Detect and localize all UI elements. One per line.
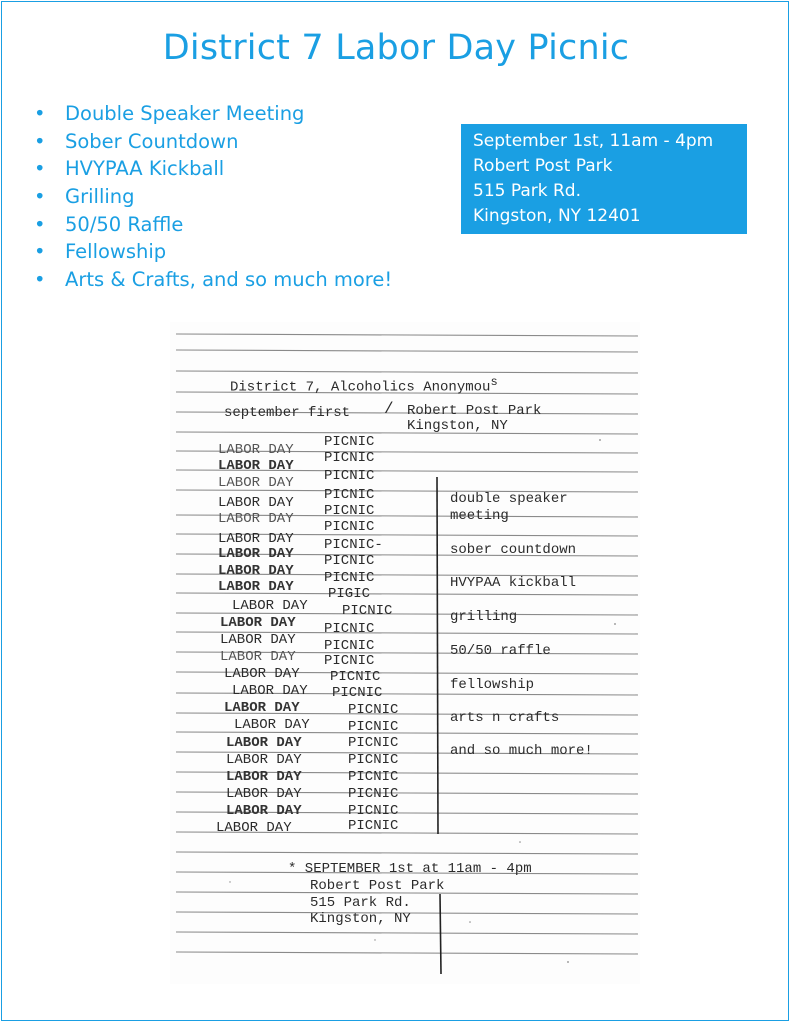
repeat-labor-day: LABOR DAY (234, 717, 310, 733)
event-date-time: September 1st, 11am - 4pm (473, 131, 714, 151)
page-title: District 7 Labor Day Picnic (162, 28, 630, 68)
bullet-icon: • (34, 129, 46, 153)
repeat-picnic: PICNIC (324, 621, 375, 637)
repeat-picnic: PICNIC (332, 685, 383, 701)
bullet-icon: • (34, 185, 46, 209)
repeat-labor-day: LABOR DAY (226, 769, 302, 785)
repeat-labor-day: LABOR DAY (232, 598, 308, 614)
repeat-labor-day: LABOR DAY (218, 475, 294, 491)
flyer-activity: arts n crafts (450, 710, 560, 726)
flyer-town: Kingston, NY (407, 418, 508, 434)
event-city: Kingston, NY 12401 (473, 206, 641, 226)
repeat-labor-day: LABOR DAY (218, 531, 294, 547)
repeat-picnic: PICNIC (330, 669, 381, 685)
flyer-activity: meeting (450, 508, 509, 524)
repeat-labor-day: LABOR DAY (220, 649, 296, 665)
flyer-date: september first (224, 405, 351, 421)
flyer-footer-line: Robert Post Park (310, 878, 445, 894)
repeat-labor-day: LABOR DAY (218, 458, 294, 474)
repeat-picnic: PICNIC (348, 769, 399, 785)
repeat-labor-day: LABOR DAY (224, 700, 300, 716)
repeat-labor-day: LABOR DAY (232, 683, 308, 699)
repeat-picnic: PICNIC (324, 487, 375, 503)
repeat-picnic: PICNIC- (324, 537, 383, 553)
flyer-place: Robert Post Park (407, 403, 542, 419)
repeat-picnic: PICNIC (348, 803, 399, 819)
repeat-labor-day: LABOR DAY (224, 666, 300, 682)
repeat-labor-day: LABOR DAY (226, 803, 302, 819)
event-street: 515 Park Rd. (473, 181, 582, 201)
activity-list (34, 100, 392, 294)
bullet-icon: • (34, 212, 46, 236)
flyer-slash: / (384, 400, 394, 418)
repeat-picnic: PICNIC (348, 702, 399, 718)
bullet-icon: • (34, 268, 46, 292)
flyer-activity: grilling (450, 609, 518, 625)
bullet-icon: • (34, 157, 46, 181)
repeat-labor-day: LABOR DAY (216, 820, 292, 836)
repeat-picnic: PICNIC (324, 434, 375, 450)
repeat-picnic: PICNIC (324, 519, 375, 535)
repeat-picnic: PICNIC (348, 719, 399, 735)
repeat-picnic: PICNIC (342, 603, 393, 619)
repeat-labor-day: LABOR DAY (226, 752, 302, 768)
bullet-icon: • (34, 102, 46, 125)
flyer-activity: 50/50 raffle (450, 643, 551, 659)
repeat-picnic: PICNIC (348, 818, 399, 834)
bullet-icon: • (34, 240, 46, 264)
repeat-picnic: PICNIC (324, 503, 375, 519)
repeat-labor-day: LABOR DAY (226, 786, 302, 802)
repeat-picnic: PICNIC (324, 638, 375, 654)
repeat-picnic: PICNIC (324, 468, 375, 484)
repeat-picnic: PICNIC (324, 653, 375, 669)
repeat-picnic: PICNIC (324, 450, 375, 466)
repeat-picnic: PICNIC (324, 570, 375, 586)
list-item: • HVYPAA Kickball (34, 155, 392, 183)
repeat-picnic: PIGIC (328, 586, 371, 602)
repeat-labor-day: LABOR DAY (220, 632, 296, 648)
repeat-picnic: PICNIC (348, 752, 399, 768)
repeat-picnic: PICNIC (348, 735, 399, 751)
list-item: • Arts & Crafts, and so much more! (34, 266, 392, 294)
repeat-labor-day: LABOR DAY (220, 615, 296, 631)
list-item: • Fellowship (34, 238, 392, 266)
flyer-activity: and so much more! (450, 743, 593, 759)
repeat-labor-day: LABOR DAY (218, 495, 294, 511)
repeat-picnic: PICNIC (348, 786, 399, 802)
flyer-footer-line: 515 Park Rd. (310, 895, 411, 911)
flyer-activity: fellowship (450, 677, 535, 693)
flyer-activity: sober countdown (450, 542, 577, 558)
flyer-header: District 7, Alcoholics Anonymou$^s$ (230, 375, 498, 396)
list-item: • Grilling (34, 183, 392, 211)
list-item: • 50/50 Raffle (34, 211, 392, 239)
repeat-labor-day: LABOR DAY (218, 546, 294, 562)
event-info-box (461, 124, 747, 234)
flyer-activity: HVYPAA kickball (450, 575, 577, 591)
repeat-labor-day: LABOR DAY (218, 511, 294, 527)
typewritten-flyer (170, 322, 640, 984)
repeat-labor-day: LABOR DAY (218, 442, 294, 458)
repeat-labor-day: LABOR DAY (218, 563, 294, 579)
list-item: • Double Speaker Meeting (34, 100, 392, 128)
flyer-footer-line: Kingston, NY (310, 911, 411, 927)
flyer-footer-line: * SEPTEMBER 1st at 11am - 4pm (288, 861, 532, 877)
event-venue: Robert Post Park (473, 156, 613, 176)
repeat-picnic: PICNIC (324, 553, 375, 569)
repeat-labor-day: LABOR DAY (218, 579, 294, 595)
flyer-activity: double speaker (450, 491, 568, 507)
repeat-labor-day: LABOR DAY (226, 735, 302, 751)
list-item: • Sober Countdown (34, 128, 392, 156)
